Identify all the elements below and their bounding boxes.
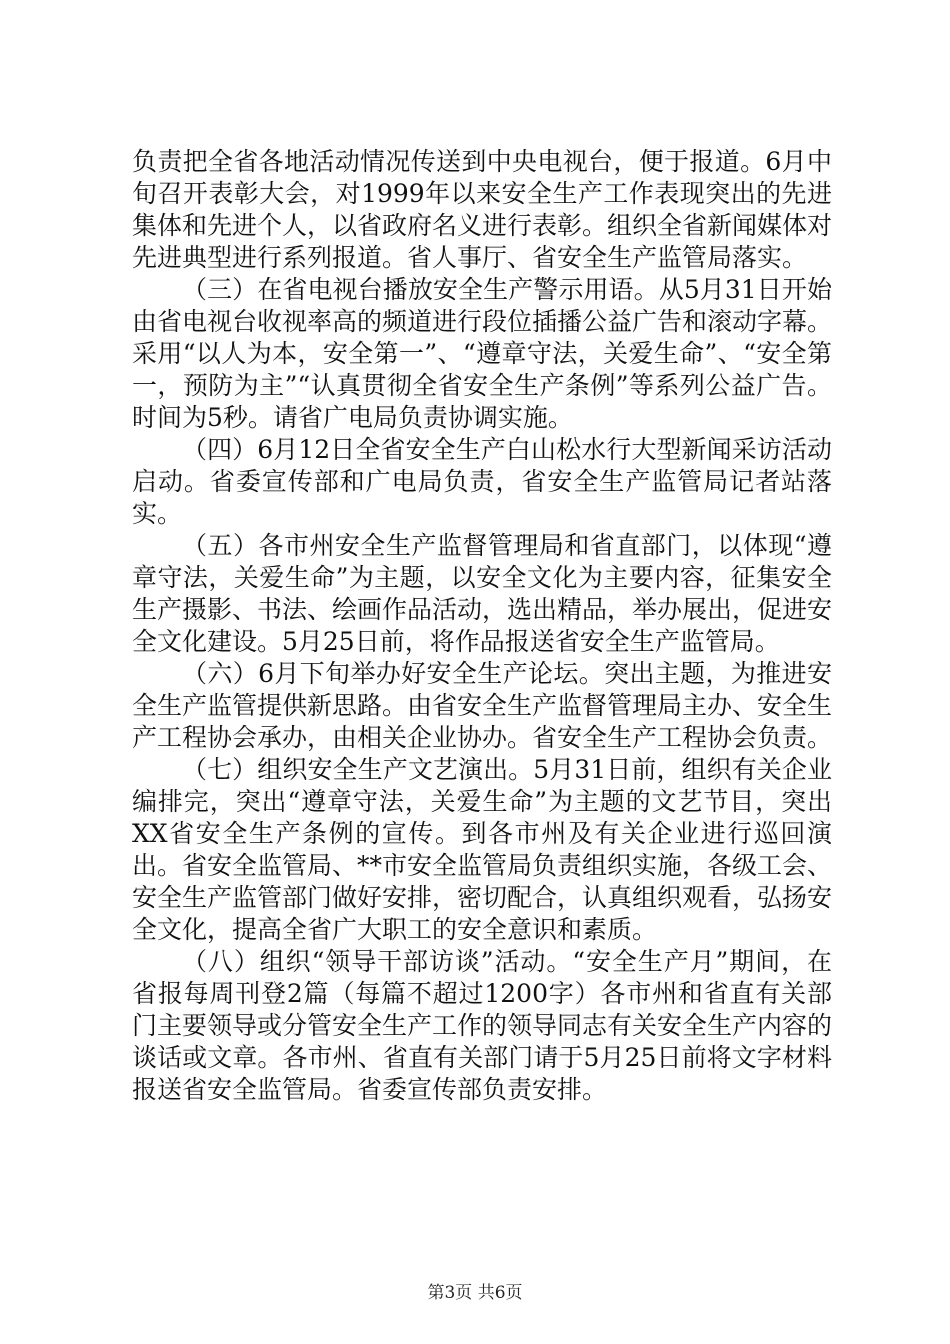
paragraph-continuation: 负责把全省各地活动情况传送到中央电视台，便于报道。6月中旬召开表彰大会，对1999年以来安全生产工作表现突出的先进集体和先进个人，以省政府名义进行表彰。组织全省新闻媒体对先进典型进行系列报道。省人事厅、省安全生产监管局落实。	[132, 147, 833, 272]
document-body	[132, 146, 832, 1106]
paragraph-item-7: （七）组织安全生产文艺演出。5月31日前，组织有关企业编排完，突出“遵章守法，关爱生命”为主题的文艺节目，突出XX省安全生产条例的宣传。到各市州及有关企业进行巡回演出。省安全监管局、**市安全监管局负责组织实施，各级工会、安全生产监管部门做好安排，密切配合，认真组织观看，弘扬安全文化，提高全省广大职工的安全意识和素质。	[132, 755, 833, 944]
paragraph-item-6: （六）6月下旬举办好安全生产论坛。突出主题，为推进安全生产监管提供新思路。由省安全生产监督管理局主办、安全生产工程协会承办，由相关企业协办。省安全生产工程协会负责。	[132, 659, 833, 752]
paragraph-item-8: （八）组织“领导干部访谈”活动。“安全生产月”期间，在省报每周刊登2篇（每篇不超过1200字）各市州和省直有关部门主要领导或分管安全生产工作的领导同志有关安全生产内容的谈话或文章。各市州、省直有关部门请于5月25日前将文字材料报送省安全监管局。省委宣传部负责安排。	[132, 947, 833, 1104]
page-number-footer: 第3页 共6页	[427, 1283, 523, 1303]
paragraph-item-3: （三）在省电视台播放安全生产警示用语。从5月31日开始由省电视台收视率高的频道进行段位插播公益广告和滚动字幕。采用“以人为本，安全第一”、“遵章守法，关爱生命”、“安全第一，预防为主”“认真贯彻全省安全生产条例”等系列公益广告。时间为5秒。请省广电局负责协调实施。	[132, 275, 833, 432]
paragraph-item-5: （五）各市州安全生产监督管理局和省直部门，以体现“遵章守法，关爱生命”为主题，以安全文化为主要内容，征集安全生产摄影、书法、绘画作品活动，选出精品，举办展出，促进安全文化建设。5月25日前，将作品报送省安全生产监管局。	[132, 531, 833, 656]
paragraph-item-4: （四）6月12日全省安全生产白山松水行大型新闻采访活动启动。省委宣传部和广电局负责，省安全生产监管局记者站落实。	[132, 435, 832, 528]
